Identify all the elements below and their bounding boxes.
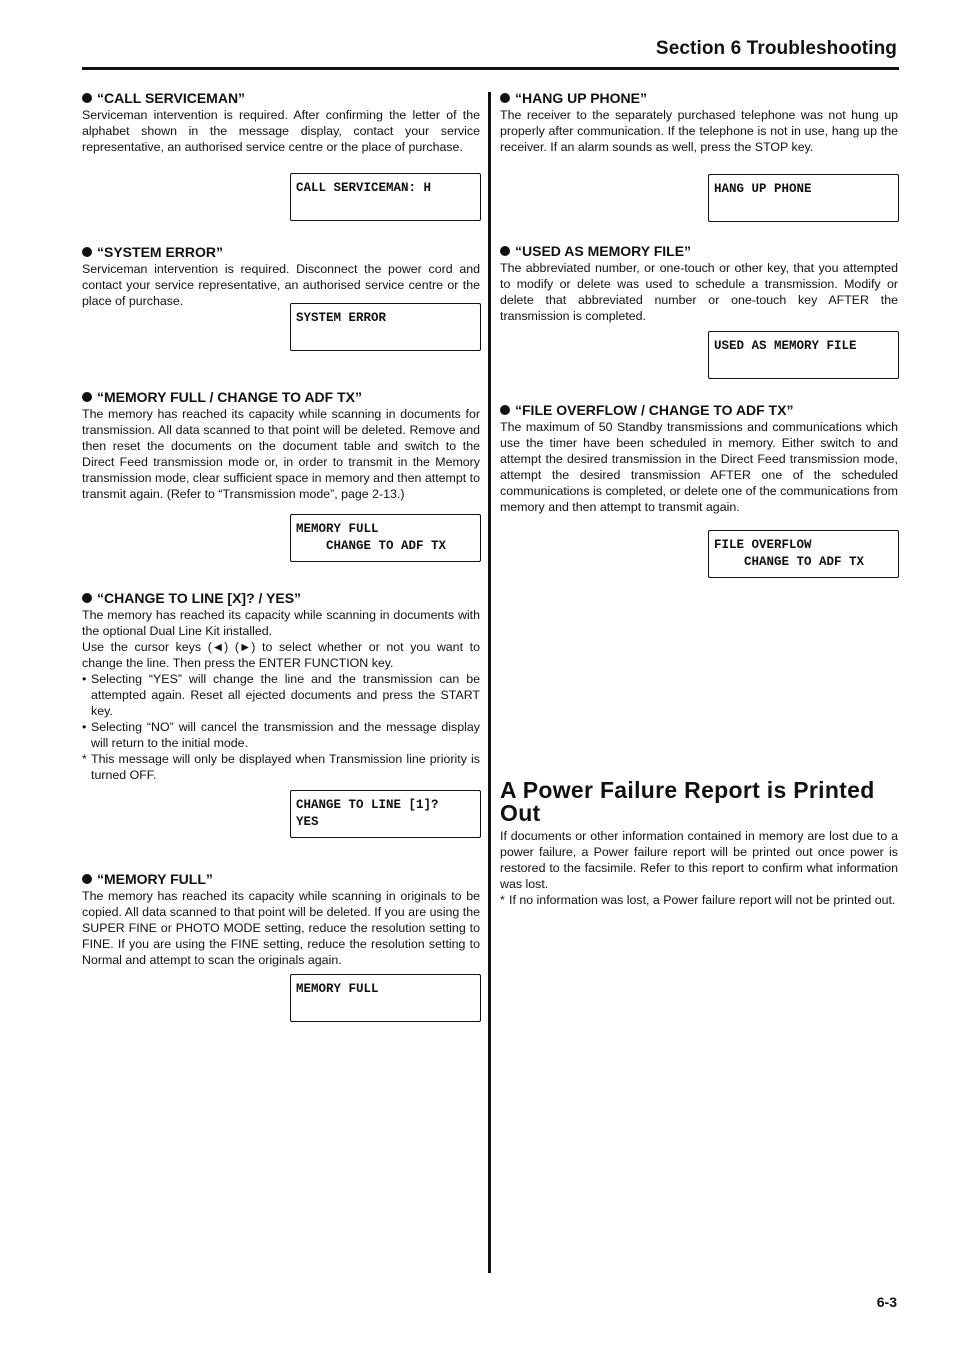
section-title: Section 6 Troubleshooting bbox=[655, 38, 897, 59]
list-item: • Selecting “NO” will cancel the transmission and the message display will return to the initial mode. bbox=[82, 720, 480, 750]
message-display: FILE OVERFLOW CHANGE TO ADF TX bbox=[708, 530, 899, 578]
msg-body: The receiver to the separately purchased telephone was not hung up properly after communication. If the telephone is not in use, hang up the receiver. If an alarm sounds as well, press the STOP key. bbox=[500, 108, 898, 154]
msg-heading: “MEMORY FULL / CHANGE TO ADF TX” bbox=[82, 389, 480, 405]
msg-body: The memory has reached its capacity while scanning in documents for transmission. All data scanned to that point will be deleted. Remove and then reset the documents on the document table and switch to the Direct Feed transmission mode or, in order to transmit in the Memory transmission mode, clear sufficient space in memory and then attempt to transmit again. (Refer to “Transmission mode”, page 2-13.) bbox=[82, 407, 480, 501]
bullet-icon bbox=[500, 405, 510, 415]
bullet-icon bbox=[82, 247, 92, 257]
bullet-icon bbox=[500, 93, 510, 103]
msg-change-to-line bbox=[82, 590, 480, 838]
message-display: MEMORY FULL bbox=[290, 974, 481, 1022]
right-column bbox=[500, 90, 898, 908]
msg-memory-full bbox=[82, 871, 480, 1022]
bullet-icon bbox=[82, 593, 92, 603]
msg-used-as-memory-file bbox=[500, 243, 898, 379]
list-item: * If no information was lost, a Power failure report will not be printed out. bbox=[500, 893, 896, 907]
bullet-icon bbox=[82, 93, 92, 103]
bullet-icon bbox=[500, 246, 510, 256]
message-display: CALL SERVICEMAN: H bbox=[290, 173, 481, 221]
msg-heading: “HANG UP PHONE” bbox=[500, 90, 898, 106]
msg-body: The memory has reached its capacity while scanning in documents with the optional Dual Line Kit installed. bbox=[82, 608, 480, 638]
message-display: SYSTEM ERROR bbox=[290, 303, 481, 351]
msg-hang-up-phone bbox=[500, 90, 898, 222]
msg-heading: “CHANGE TO LINE [X]? / YES” bbox=[82, 590, 480, 606]
msg-heading: “MEMORY FULL” bbox=[82, 871, 480, 887]
msg-body: The memory has reached its capacity while scanning in originals to be copied. All data scanned to that point will be deleted. If you are using the SUPER FINE or PHOTO MODE setting, reduce the resolution setting to FINE. If you are using the FINE setting, reduce the resolution setting to Normal and attempt to scan the originals again. bbox=[82, 889, 480, 967]
list-item: • Selecting “YES” will change the line and the transmission can be attempted again. Reset all ejected documents and press the START key. bbox=[82, 672, 480, 718]
column-divider bbox=[488, 92, 491, 1273]
msg-body: Serviceman intervention is required. After confirming the letter of the alphabet shown in the message display, contact your service representative, an authorised service centre or the place of purchase. bbox=[82, 108, 480, 154]
msg-heading: “CALL SERVICEMAN” bbox=[82, 90, 480, 106]
msg-body: Serviceman intervention is required. Disconnect the power cord and contact your service representative, an authorised service centre or the place of purchase. bbox=[82, 262, 480, 308]
msg-body: The abbreviated number, or one-touch or other key, that you attempted to modify or delete was used to schedule a transmission. Modify or delete that abbreviated number or one-touch key AFTER the transmission is completed. bbox=[500, 261, 898, 323]
header-rule bbox=[82, 67, 899, 70]
notes-list bbox=[82, 671, 480, 783]
bullet-icon bbox=[82, 874, 92, 884]
msg-memory-full-adf bbox=[82, 389, 480, 562]
msg-body: The maximum of 50 Standby transmissions and communications which use the timer have been scheduled in memory. Either switch to and attempt the desired transmission in the Direct Feed transmission mode, attempt the desired transmission AFTER one of the scheduled communications is completed, or delete one of the communications from memory and then attempt to transmit again. bbox=[500, 420, 898, 514]
page-number: 6-3 bbox=[876, 1294, 897, 1310]
list-item: * This message will only be displayed when Transmission line priority is turned OFF. bbox=[82, 752, 480, 782]
msg-body-instructions: Use the cursor keys (◄) (►) to select whether or not you want to change the line. Then press the ENTER FUNCTION key. bbox=[82, 640, 480, 670]
msg-file-overflow bbox=[500, 402, 898, 578]
msg-system-error bbox=[82, 244, 480, 351]
message-display: CHANGE TO LINE [1]? YES bbox=[290, 790, 481, 838]
power-failure-title: A Power Failure Report is Printed Out bbox=[500, 777, 875, 826]
msg-heading: “USED AS MEMORY FILE” bbox=[500, 243, 898, 259]
message-display: HANG UP PHONE bbox=[708, 174, 899, 222]
message-display: USED AS MEMORY FILE bbox=[708, 331, 899, 379]
msg-heading: “SYSTEM ERROR” bbox=[82, 244, 480, 260]
bullet-icon bbox=[82, 392, 92, 402]
power-failure-section bbox=[500, 779, 898, 908]
power-failure-note bbox=[500, 892, 898, 908]
power-failure-body: If documents or other information contained in memory are lost due to a power failure, a Power failure report will be printed out once power is restored to the facsimile. Refer to this report to confirm what information was lost. bbox=[500, 829, 898, 891]
msg-heading: “FILE OVERFLOW / CHANGE TO ADF TX” bbox=[500, 402, 898, 418]
msg-call-serviceman bbox=[82, 90, 480, 221]
message-display: MEMORY FULL CHANGE TO ADF TX bbox=[290, 514, 481, 562]
left-column bbox=[82, 90, 480, 1022]
